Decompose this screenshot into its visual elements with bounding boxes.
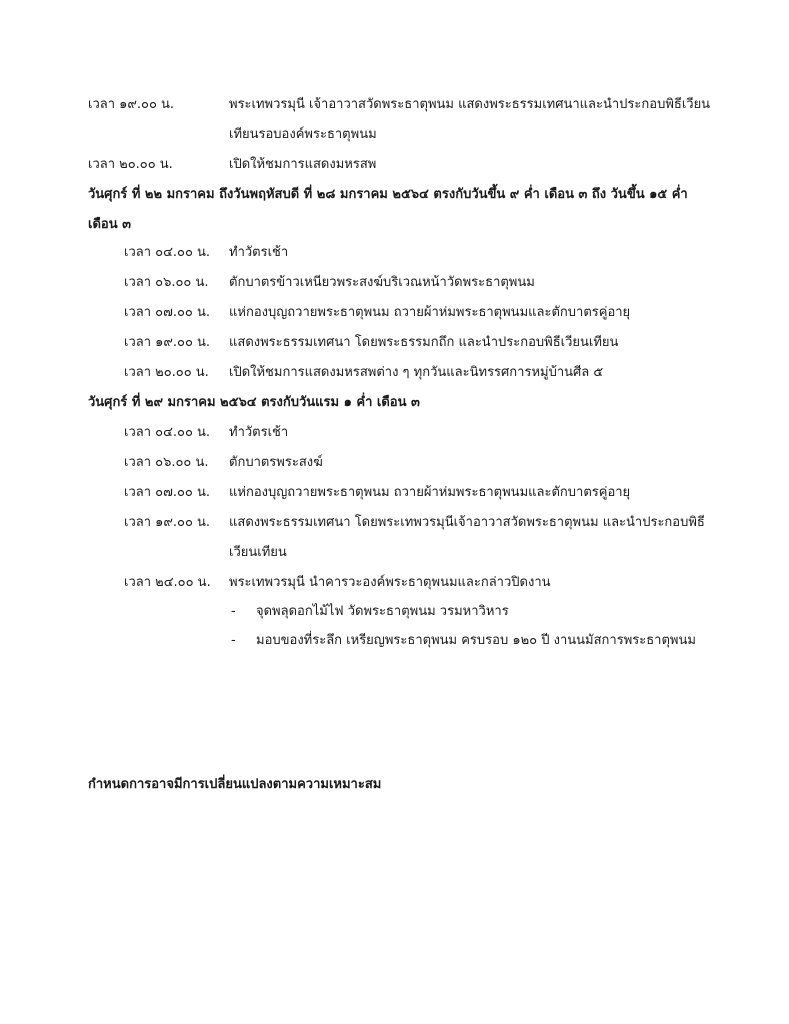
footer-note: กำหนดการอาจมีการเปลี่ยนแปลงตามความเหมาะสม xyxy=(88,777,382,792)
schedule-text: ทำวัตรเช้า xyxy=(229,245,289,260)
schedule-text: เปิดให้ชมการแสดงมหรสพ xyxy=(229,157,377,172)
schedule-text: พระเทพวรมุนี นำคารวะองค์พระธาตุพนมและกล่าวปิดงาน xyxy=(229,575,551,590)
time-label: เวลา ๐๖.๐๐ น. xyxy=(124,275,209,290)
schedule-text: แห่กองบุญถวายพระธาตุพนม ถวายผ้าห่มพระธาตุพนมและตักบาตรคู่อายุ xyxy=(229,485,631,500)
time-label: เวลา ๐๔.๐๐ น. xyxy=(124,245,211,260)
schedule-text: ตักบาตรพระสงฆ์ xyxy=(229,455,323,470)
schedule-text: พระเทพวรมุนี เจ้าอาวาสวัดพระธาตุพนม แสดงพระธรรมเทศนาและนำประกอบพิธีเวียน xyxy=(229,97,711,112)
schedule-text-continued: เวียนเทียน xyxy=(229,545,287,560)
schedule-text: แสดงพระธรรมเทศนา โดยพระเทพวรมุนีเจ้าอาวาสวัดพระธาตุพนม และนำประกอบพิธี xyxy=(229,515,705,530)
schedule-text: เปิดให้ชมการแสดงมหรสพต่าง ๆ ทุกวันและนิทรรศการหมู่บ้านศีล ๕ xyxy=(229,365,604,380)
schedule-text: ทำวัตรเช้า xyxy=(229,425,289,440)
time-label: เวลา ๒๐.๐๐ น. xyxy=(124,365,209,380)
schedule-text-continued: เทียนรอบองค์พระธาตุพนม xyxy=(229,127,377,142)
day-heading-continued: เดือน ๓ xyxy=(88,217,131,232)
time-label: เวลา ๒๐.๐๐ น. xyxy=(88,157,173,172)
schedule-text: แห่กองบุญถวายพระธาตุพนม ถวายผ้าห่มพระธาตุพนมและตักบาตรคู่อายุ xyxy=(229,305,631,320)
bullet-dash: - xyxy=(231,633,236,648)
time-label: เวลา ๐๔.๐๐ น. xyxy=(124,425,211,440)
schedule-text: แสดงพระธรรมเทศนา โดยพระธรรมกถึก และนำประกอบพิธีเวียนเทียน xyxy=(229,335,619,350)
time-label: เวลา ๑๙.๐๐ น. xyxy=(124,335,211,350)
bullet-text: จุดพลุดอกไม้ไฟ วัดพระธาตุพนม วรมหาวิหาร xyxy=(256,604,509,619)
day-heading: วันศุกร์ ที่ ๒๒ มกราคม ถึงวันพฤหัสบดี ที่ ๒๘ มกราคม ๒๕๖๔ ตรงกับวันขึ้น ๙ ค่ำ เดือน ๓ ถึง วันขึ้น ๑๕ ค่ำ xyxy=(88,187,688,202)
schedule-text: ตักบาตรข้าวเหนียวพระสงฆ์บริเวณหน้าวัดพระธาตุพนม xyxy=(229,275,535,290)
time-label: เวลา ๑๙.๐๐ น. xyxy=(88,97,175,112)
time-label: เวลา ๐๗.๐๐ น. xyxy=(124,305,211,320)
time-label: เวลา ๐๖.๐๐ น. xyxy=(124,455,209,470)
bullet-dash: - xyxy=(231,604,236,619)
time-label: เวลา ๒๔.๐๐ น. xyxy=(124,575,211,590)
time-label: เวลา ๐๗.๐๐ น. xyxy=(124,485,211,500)
bullet-text: มอบของที่ระลึก เหรียญพระธาตุพนม ครบรอบ ๑๒๐ ปี งานนมัสการพระธาตุพนม xyxy=(256,633,696,648)
time-label: เวลา ๑๙.๐๐ น. xyxy=(124,515,211,530)
day-heading: วันศุกร์ ที่ ๒๙ มกราคม ๒๕๖๔ ตรงกับวันแรม ๑ ค่ำ เดือน ๓ xyxy=(88,395,420,410)
